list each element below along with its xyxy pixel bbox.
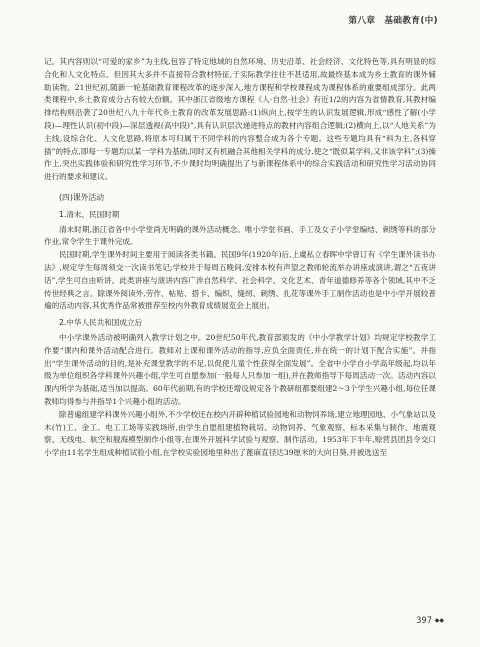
body-paragraph: 中小学课外活动被明确列入教学计划之中。20世纪50年代,教育部颁发的《中小学教学计划》均规定学校教学工作要“课内和课外活动配合进行。教师对上课和课外活动的指导,应负全面责任,并在统一的计划下配合实施”。并指出“学生课外活动的目的,是补充课堂教学的不足,以促使儿童个性获得全面发展”。全省中小学自小学高年级起,均以年级为单位组织各学科课外兴趣小组,学生可自愿参加(一般每人只参加一组),并在教师指导下每周活动一次。活动内容以课内所学为基础,适当加以提高。60年代前期,有的学校还增设规定各个教研组都要组建2～3个学生兴趣小组,每位任课教师均得参与并指导1个兴趣小组的活动。 — [44, 332, 436, 406]
body-paragraph: 清末时期,浙江省各中小学堂尚无明确的课外活动概念。唯小学堂书画、手工及女子小学堂编结、刺绣等科的部分作业,常令学生于课外完成。 — [44, 224, 436, 247]
subsection-title-qing-republic: 1.清末、民国时期 — [59, 209, 120, 219]
subsection-title-prc: 2.中华人民共和国成立后 — [59, 318, 143, 328]
page-body — [44, 56, 436, 460]
running-head: 第八章 基础教育(中) — [348, 16, 438, 26]
page-number — [416, 615, 444, 625]
page-number-value: 397 — [416, 615, 433, 625]
body-paragraph: 除普遍组建学科课外兴趣小组外,不少学校还在校内开辟种植试验园地和动物饲养场,建立地理园地、小气象站以及木(竹)工、金工、电工工场等实践场所,由学生自愿组建植物栽培、动物饲养、气象观察、标本采集与制作、地震观察、无线电、航空和舰海模型制作小组等,在课外开展科学试验与观察、制作活动。1953年下半年,赊营县团县令交口小学由11名学生组成种植试验小组,在学校实验园地里种出了蓖麻直径达39厘米的大向日葵,并被选送至 — [44, 409, 436, 458]
section-title: (四)课外活动 — [59, 192, 105, 202]
intro-paragraph: 记。其内容则以“可爱的家乡”为主线,包容了特定地域的自然环境、历史沿革、社会经济、文化特色等,具有明显的综合化和人文化特点。但因其大多并不直接符合教材特征,于实际教学往往不甚适用,故最终基本成为乡土教育的课外辅助读物。21世纪初,随新一轮基础教育课程改革的逐步深入,地方课程和学校课程成为课程体系的重要组成部分。此两类课程中,乡土教育成分占有较大份额。其中浙江省级地方课程《人·自然·社会》有近1/2的内容为省情教育,其教材编排结构则沿袭了20世纪八九十年代乡土教育的改革发展思路:(1)纵向上,按学生的认识发展逻辑,形成“感性了解(小学段)—理性认识(初中段)—深层透视(高中段)”,具有认识层次递进特点的教材内容组合逻辑;(2)横向上,以“人地关系”为主线,设综合化、人文化思路,将原本可归属于不同学科的内容整合成为各个专题。这些专题均具有“科为主,各科穿插”的特点,即每一专题均以某一学科为基础,同时又有机融合其他相关学科的成分,使之“既似某学科,又非该学科”;(3)操作上,突出实践体验和研究性学习环节,不少课时均明确提出了与新课程体系中的综合实践活动和研究性学习活动协同进行的要求和建议。 — [44, 57, 436, 182]
body-paragraph: 民国时期,学生课外时间主要用于阅读各类书籍。民国9年(1920年)后,上虞私立春晖中学曾订有《学生课外读书办法》,规定学生每周须交一次读书笔记;学校并于每周五晚间,安排本校有声望之教师轮流举办讲座或演讲,谓之“五夜讲话”,学生可自由听讲。此类讲座与演讲内容广涉自然科学、社会科学、文化艺术、青年道德修养等各个领域,其中不乏传世经典之言。除课外阅读外,劳作、帖贴、搭卡、编织、缝纫、刺绣、扎花等课外手工制作活动也是中小学开展较普遍的活动内容,其优秀作品常被推荐至校内外教育成绩展览会上展出。 — [44, 250, 436, 311]
page-marker: ◆◆ — [434, 617, 444, 624]
